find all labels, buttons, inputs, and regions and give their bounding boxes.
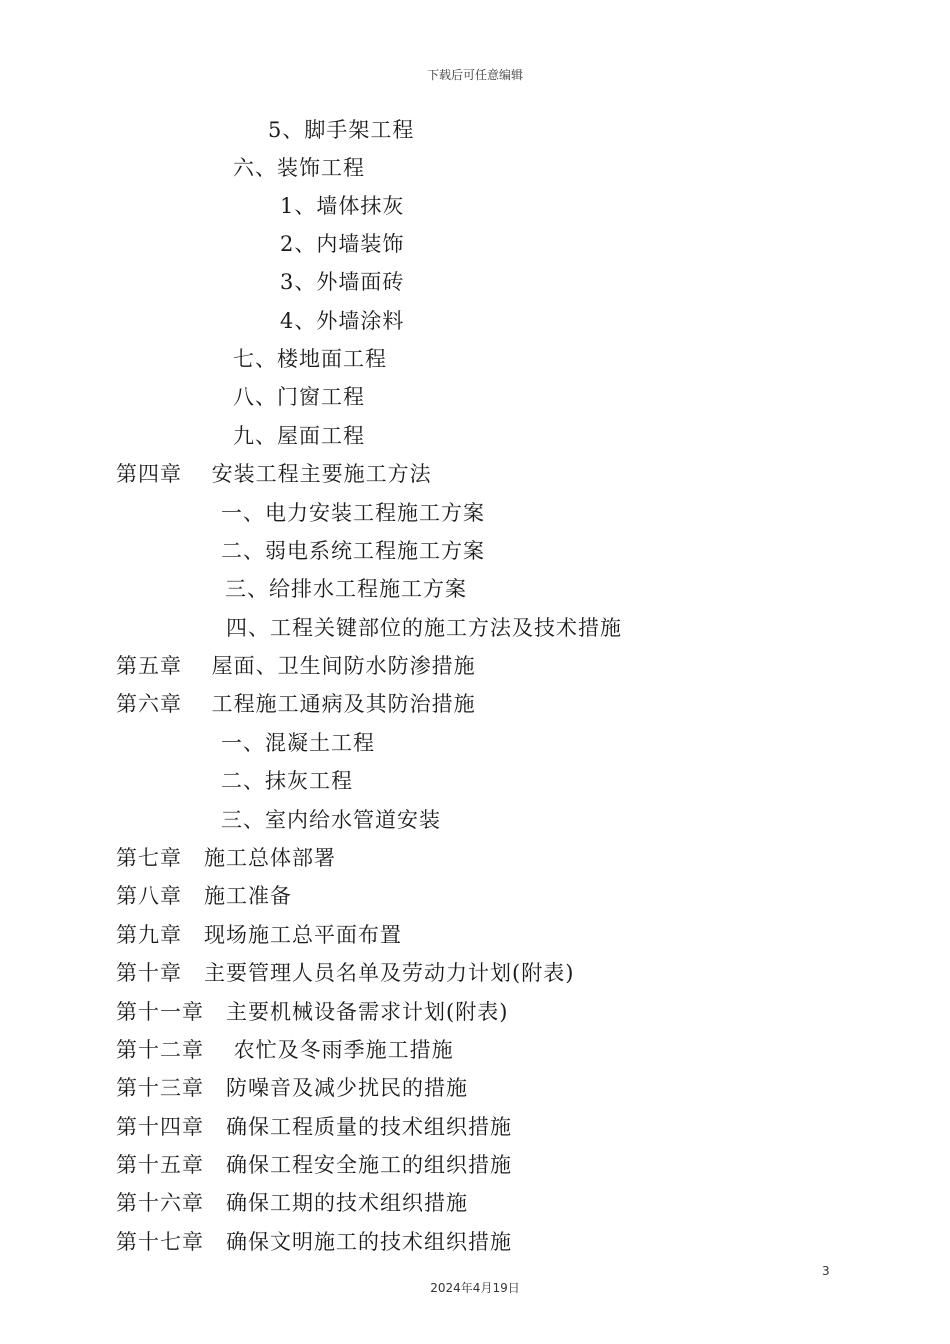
toc-item: 三、给排水工程施工方案 <box>225 577 467 601</box>
toc-item: 4、外墙涂料 <box>280 309 405 333</box>
toc-item: 3、外墙面砖 <box>280 270 405 294</box>
toc-chapter: 第十四章 确保工程质量的技术组织措施 <box>116 1115 512 1139</box>
toc-item: 六、装饰工程 <box>233 156 365 180</box>
footer-date: 2024年4月19日 <box>430 1281 520 1295</box>
toc-chapter: 第十一章 主要机械设备需求计划(附表) <box>116 1000 509 1024</box>
toc-item: 九、屋面工程 <box>233 424 365 448</box>
toc-chapter: 第十七章 确保文明施工的技术组织措施 <box>116 1230 512 1254</box>
toc-item: 七、楼地面工程 <box>233 347 387 371</box>
page-number: 3 <box>822 1264 830 1278</box>
toc-item: 一、混凝土工程 <box>221 731 375 755</box>
toc-item: 三、室内给水管道安装 <box>221 808 441 832</box>
toc-item: 八、门窗工程 <box>233 385 365 409</box>
toc-item: 一、电力安装工程施工方案 <box>221 501 485 525</box>
toc-chapter: 第九章 现场施工总平面布置 <box>116 923 402 947</box>
toc-item: 二、弱电系统工程施工方案 <box>221 539 485 563</box>
toc-chapter: 第八章 施工准备 <box>116 884 292 908</box>
toc-chapter: 第十六章 确保工期的技术组织措施 <box>116 1191 468 1215</box>
page-header: 下载后可任意编辑 <box>426 68 523 82</box>
toc-item: 5、脚手架工程 <box>268 118 415 142</box>
toc-chapter: 第五章 屋面、卫生间防水防渗措施 <box>116 654 476 678</box>
toc-chapter: 第七章 施工总体部署 <box>116 846 336 870</box>
toc-chapter: 第十二章 农忙及冬雨季施工措施 <box>116 1038 454 1062</box>
toc-item: 2、内墙装饰 <box>280 232 405 256</box>
toc-chapter: 第十五章 确保工程安全施工的组织措施 <box>116 1153 512 1177</box>
toc-chapter: 第四章 安装工程主要施工方法 <box>116 462 432 486</box>
toc-chapter: 第十三章 防噪音及减少扰民的措施 <box>116 1076 468 1100</box>
toc-item: 四、工程关键部位的施工方法及技术措施 <box>226 616 622 640</box>
toc-item: 二、抹灰工程 <box>221 769 353 793</box>
toc-chapter: 第六章 工程施工通病及其防治措施 <box>116 692 476 716</box>
toc-chapter: 第十章 主要管理人员名单及劳动力计划(附表) <box>116 961 575 985</box>
toc-item: 1、墙体抹灰 <box>280 194 405 218</box>
